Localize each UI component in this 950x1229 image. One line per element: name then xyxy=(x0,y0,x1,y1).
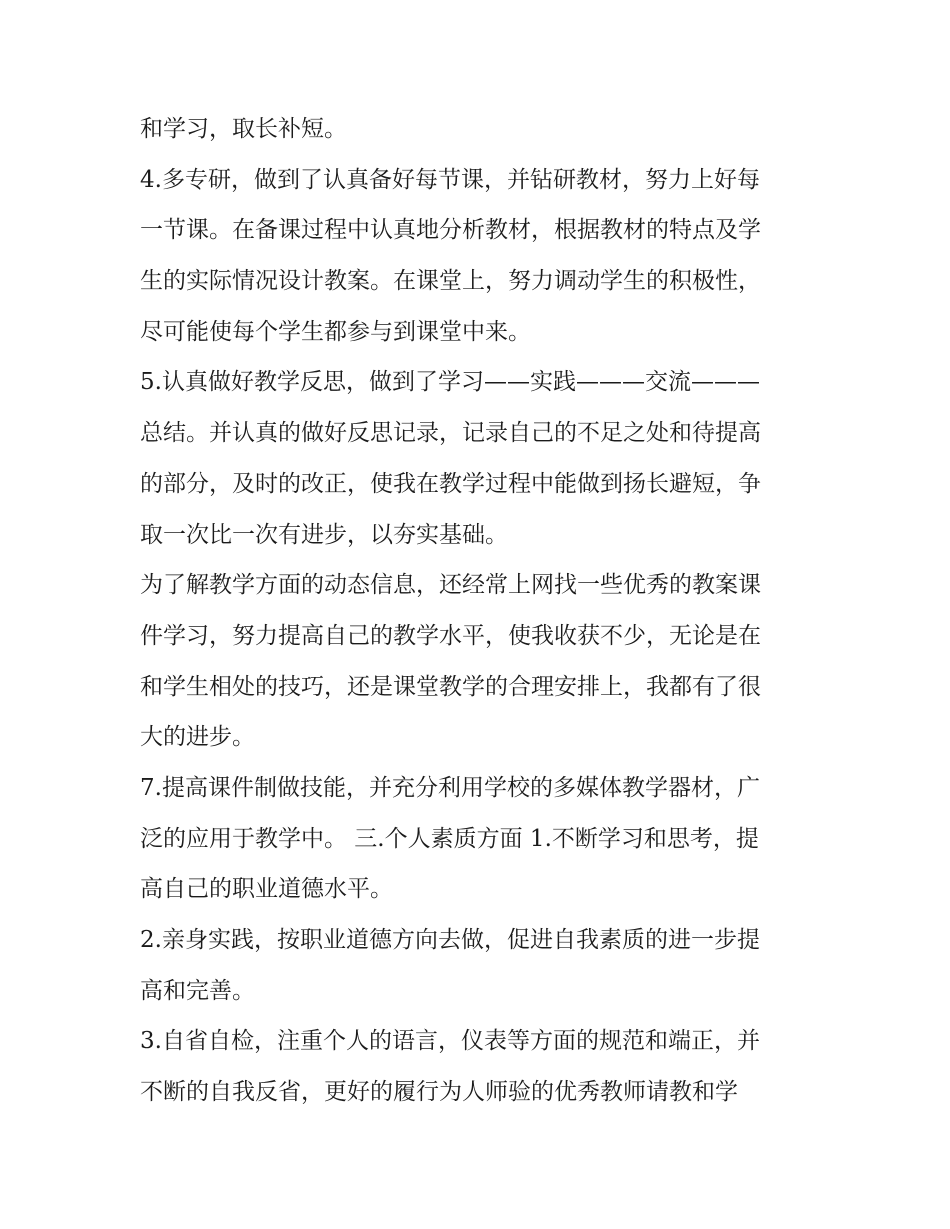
text-line: 取一次比一次有进步，以夯实基础。 xyxy=(140,521,508,548)
text-line: 大的进步。 xyxy=(140,724,255,751)
text-line: 尽可能使每个学生都参与到课堂中来。 xyxy=(140,318,531,345)
text-line: 5.认真做好教学反思，做到了学习——实践———交流——— xyxy=(140,369,760,396)
text-line: 和学生相处的技巧，还是课堂教学的合理安排上，我都有了很 xyxy=(140,673,761,700)
text-line: 高和完善。 xyxy=(140,977,255,1004)
text-line: 生的实际情况设计教案。在课堂上，努力调动学生的积极性， xyxy=(140,268,761,295)
text-line: 泛的应用于教学中。 三.个人素质方面 1.不断学习和思考，提 xyxy=(140,825,759,852)
text-line: 的部分，及时的改正，使我在教学过程中能做到扬长避短，争 xyxy=(140,470,761,497)
text-line: 和学习，取长补短。 xyxy=(140,116,347,142)
text-line: 3.自省自检，注重个人的语言，仪表等方面的规范和端正，并 xyxy=(140,1028,760,1055)
text-line: 件学习，努力提高自己的教学水平，使我收获不少，无论是在 xyxy=(140,622,761,649)
text-line: 总结。并认真的做好反思记录，记录自己的不足之处和待提高 xyxy=(140,420,761,447)
text-line: 7.提高课件制做技能，并充分利用学校的多媒体教学器材，广 xyxy=(140,774,760,801)
document-body xyxy=(140,104,830,1118)
text-line: 高自己的职业道德水平。 xyxy=(140,876,393,903)
text-line: 2.亲身实践，按职业道德方向去做，促进自我素质的进一步提 xyxy=(140,927,760,953)
text-line: 一节课。在备课过程中认真地分析教材，根据教材的特点及学 xyxy=(140,217,761,244)
text-line: 不断的自我反省，更好的履行为人师验的优秀教师请教和学 xyxy=(140,1079,738,1106)
text-line: 4.多专研，做到了认真备好每节课，并钻研教材，努力上好每 xyxy=(140,166,760,193)
text-line: 为了解教学方面的动态信息，还经常上网找一些优秀的教案课 xyxy=(140,572,761,599)
